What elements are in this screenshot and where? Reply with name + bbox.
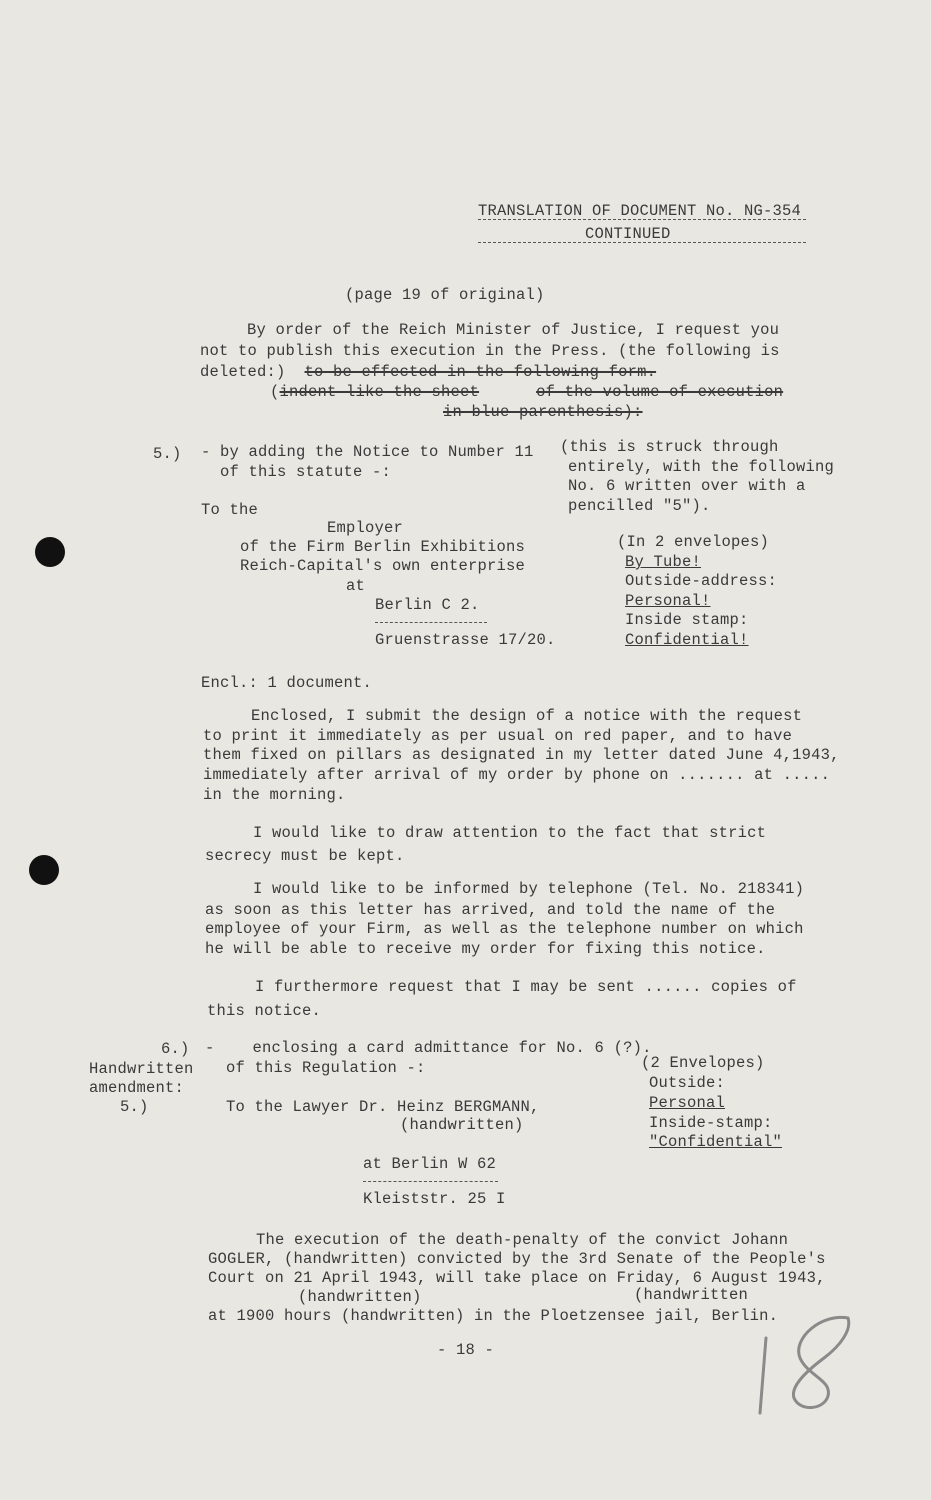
- address-2-separator: [363, 1181, 498, 1182]
- item-5-to: To the: [201, 501, 259, 519]
- envelope-1-line-6: Confidential!: [625, 631, 749, 649]
- item-6-number: 6.): [161, 1040, 190, 1058]
- address-2-line-3: Kleiststr. 25 I: [363, 1190, 506, 1208]
- para-3-line-4: he will be able to receive my order for fixing this notice.: [205, 940, 766, 958]
- envelope-1-line-3: Outside-address:: [625, 572, 778, 590]
- title-underline: [478, 219, 806, 220]
- envelope-2-line-2: Outside:: [649, 1074, 726, 1092]
- address-1-line-1: Employer: [327, 519, 404, 537]
- para-1-line-5: in the morning.: [203, 786, 346, 804]
- para-1-line-4: immediately after arrival of my order by phone on ....... at .....: [203, 766, 831, 784]
- document-title: TRANSLATION OF DOCUMENT No. NG-354: [478, 202, 802, 220]
- item-6-line-1: - enclosing a card admittance for No. 6 (?).: [205, 1039, 652, 1057]
- struck-text: to be effected in the following form.: [304, 363, 657, 381]
- address-1-line-4: at: [346, 577, 366, 595]
- envelope-2-line-4: Inside-stamp:: [649, 1114, 773, 1132]
- document-subtitle: CONTINUED: [585, 225, 671, 243]
- para-4-line-2: this notice.: [207, 1002, 322, 1020]
- closing-line-4b: (handwritten: [634, 1286, 749, 1304]
- para-2-line-1: I would like to draw attention to the fact that strict: [253, 824, 767, 842]
- envelope-1-line-1: (In 2 envelopes): [617, 533, 770, 551]
- address-2-handwritten-note: (handwritten): [400, 1116, 524, 1134]
- envelope-2-line-3: Personal: [649, 1094, 726, 1112]
- para-3-line-2: as soon as this letter has arrived, and told the name of the: [205, 901, 776, 919]
- para-1-line-2: to print it immediately as per usual on red paper, and to have: [203, 727, 793, 745]
- closing-line-3: Court on 21 April 1943, will take place on Friday, 6 August 1943,: [208, 1269, 826, 1287]
- envelope-1-line-2: By Tube!: [625, 553, 702, 571]
- envelope-1-line-5: Inside stamp:: [625, 611, 749, 629]
- address-1-line-5: Berlin C 2.: [375, 596, 480, 614]
- intro-line-3: deleted:) to be effected in the following form.: [200, 363, 657, 381]
- closing-line-4a: (handwritten): [298, 1288, 422, 1306]
- closing-line-2: GOGLER, (handwritten) convicted by the 3rd Senate of the People's: [208, 1250, 826, 1268]
- margin-note-line-3: 5.): [120, 1098, 149, 1116]
- envelope-2-line-1: (2 Envelopes): [641, 1054, 765, 1072]
- para-1-line-3: them fixed on pillars as designated in my letter dated June 4,1943,: [203, 746, 840, 764]
- para-4-line-1: I furthermore request that I may be sent ...... copies of: [255, 978, 797, 996]
- para-2-line-2: secrecy must be kept.: [205, 847, 405, 865]
- intro-line-4: (indent like the sheet of the volume of execution: [270, 383, 784, 401]
- item-5-note-1: (this is struck through: [560, 438, 779, 456]
- address-1-line-6: Gruenstrasse 17/20.: [375, 631, 556, 649]
- address-1-line-2: of the Firm Berlin Exhibitions: [240, 538, 526, 556]
- address-2-line-2: at Berlin W 62: [363, 1155, 497, 1173]
- page-reference: (page 19 of original): [345, 286, 545, 304]
- subtitle-underline: [478, 242, 806, 243]
- envelope-1-line-4: Personal!: [625, 592, 711, 610]
- closing-line-1: The execution of the death-penalty of the convict Johann: [256, 1231, 789, 1249]
- closing-line-5: at 1900 hours (handwritten) in the Ploetzensee jail, Berlin.: [208, 1307, 779, 1325]
- address-1-separator: [375, 622, 487, 623]
- margin-note-line-2: amendment:: [89, 1079, 185, 1097]
- margin-note-line-1: Handwritten: [89, 1060, 194, 1078]
- item-5-line-1: - by adding the Notice to Number 11: [201, 443, 534, 461]
- item-5-number: 5.): [153, 445, 182, 463]
- handwritten-page-mark: [752, 1308, 862, 1418]
- envelope-2-line-5: "Confidential": [649, 1133, 783, 1151]
- address-1-line-3: Reich-Capital's own enterprise: [240, 557, 526, 575]
- item-5-note-4: pencilled "5").: [568, 497, 711, 515]
- page-number: - 18 -: [437, 1341, 495, 1359]
- para-3-line-1: I would like to be informed by telephone (Tel. No. 218341): [253, 880, 805, 898]
- intro-line-5: in blue parenthesis):: [443, 403, 643, 421]
- intro-line-2: not to publish this execution in the Press. (the following is: [200, 342, 780, 360]
- enclosure-note: Encl.: 1 document.: [201, 674, 373, 692]
- para-1-line-1: Enclosed, I submit the design of a notice with the request: [251, 707, 803, 725]
- punch-hole-bottom: [29, 855, 59, 885]
- item-5-note-2: entirely, with the following: [568, 458, 835, 476]
- item-6-line-2: of this Regulation -:: [226, 1059, 426, 1077]
- item-5-note-3: No. 6 written over with a: [568, 477, 806, 495]
- address-2-line-1: To the Lawyer Dr. Heinz BERGMANN,: [226, 1098, 540, 1116]
- item-5-line-2: of this statute -:: [220, 463, 392, 481]
- para-3-line-3: employee of your Firm, as well as the telephone number on which: [205, 920, 804, 938]
- intro-line-1: By order of the Reich Minister of Justice, I request you: [247, 321, 780, 339]
- punch-hole-top: [35, 537, 65, 567]
